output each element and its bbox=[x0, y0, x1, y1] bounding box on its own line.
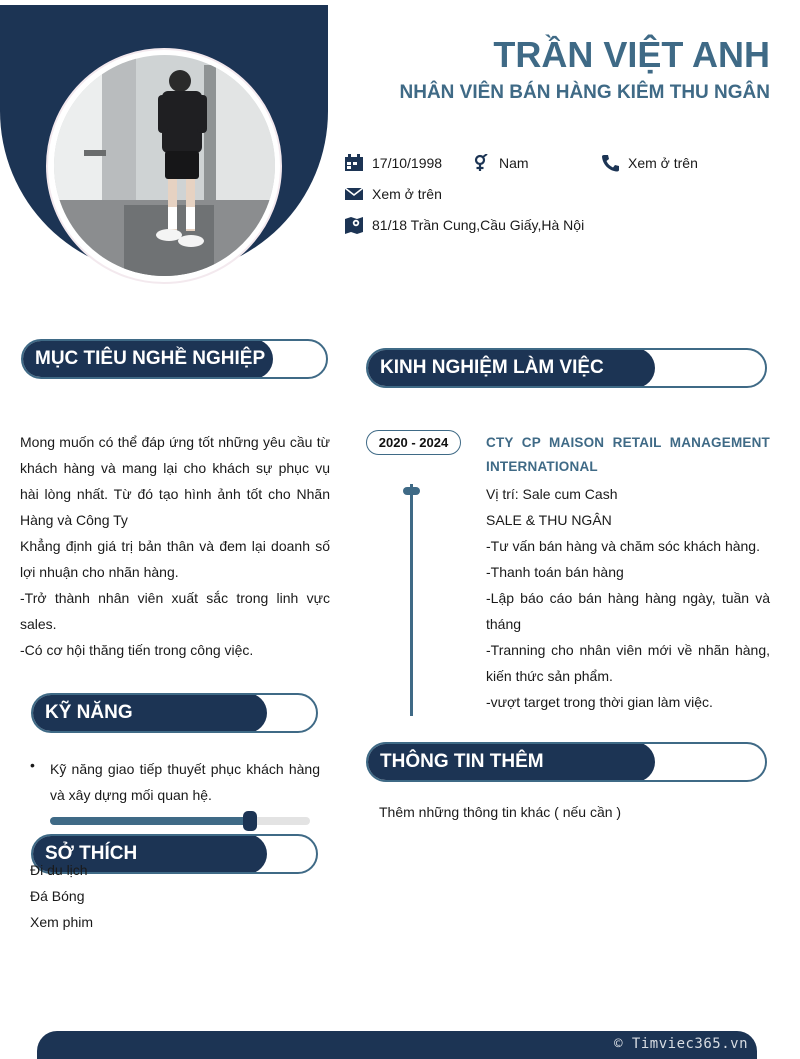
skill-level-bar bbox=[50, 817, 310, 825]
job-period-badge: 2020 - 2024 bbox=[366, 430, 461, 455]
objective-heading: MỤC TIÊU NGHỀ NGHIỆP bbox=[21, 339, 273, 379]
birthday-value: 17/10/1998 bbox=[372, 155, 443, 171]
birthday-info bbox=[343, 153, 442, 173]
job-detail-line: -vượt target trong thời gian làm việc. bbox=[486, 694, 713, 710]
experience-heading-pill bbox=[366, 348, 767, 388]
email-value: Xem ở trên bbox=[372, 186, 442, 202]
job-title: NHÂN VIÊN BÁN HÀNG KIÊM THU NGÂN bbox=[399, 82, 770, 103]
objective-text bbox=[20, 429, 330, 663]
gender-icon bbox=[470, 153, 492, 173]
skill-name: Kỹ năng giao tiếp thuyết phục khách hàng và xây dựng mối quan hệ. bbox=[50, 761, 320, 803]
additional-text: Thêm những thông tin khác ( nếu cần ) bbox=[379, 804, 622, 820]
job-detail-line: -Tư vấn bán hàng và chăm sóc khách hàng. bbox=[486, 538, 760, 554]
job-detail-line: -Thanh toán bán hàng bbox=[486, 564, 624, 580]
skill-level-knob bbox=[243, 811, 257, 831]
email-info bbox=[343, 184, 442, 204]
avatar bbox=[54, 55, 275, 276]
gender-info bbox=[470, 153, 529, 173]
hobby-item: Xem phim bbox=[30, 914, 94, 930]
objective-line: -Trở thành nhân viên xuất sắc trong linh vực sales. bbox=[20, 590, 330, 632]
objective-line: Mong muốn có thể đáp ứng tốt những yêu cầu từ khách hàng và mang lại cho khách sự phục vụ hài lòng nhất. Từ đó tạo hình ảnh tốt cho Nhãn Hàng và Công Ty bbox=[20, 434, 330, 528]
job-detail-line: SALE & THU NGÂN bbox=[486, 512, 612, 528]
job-detail-line: -Lập báo cáo bán hàng hàng ngày, tuần và tháng bbox=[486, 590, 770, 632]
address-value: 81/18 Trần Cung,Cầu Giấy,Hà Nội bbox=[372, 217, 585, 233]
phone-info bbox=[599, 153, 698, 173]
candidate-name: TRẦN VIỆT ANH bbox=[493, 34, 770, 75]
skills-heading-pill bbox=[31, 693, 318, 733]
skill-level-fill bbox=[50, 817, 250, 825]
job-detail-line: Vị trí: Sale cum Cash bbox=[486, 486, 618, 502]
phone-icon bbox=[599, 153, 621, 173]
map-icon bbox=[343, 215, 365, 235]
address-info bbox=[343, 215, 584, 235]
objective-line: -Có cơ hội thăng tiến trong công việc. bbox=[20, 642, 254, 658]
timeline-line bbox=[410, 484, 413, 716]
calendar-icon bbox=[343, 153, 365, 173]
experience-heading: KINH NGHIỆM LÀM VIỆC bbox=[366, 348, 655, 388]
skills-heading: KỸ NĂNG bbox=[31, 693, 267, 733]
gender-value: Nam bbox=[499, 155, 529, 171]
objective-heading-pill bbox=[21, 339, 328, 379]
watermark: © Timviec365.vn bbox=[614, 1036, 748, 1052]
objective-line: Khẳng định giá trị bản thân và đem lại doanh số lợi nhuận cho nhãn hàng. bbox=[20, 538, 330, 580]
timeline-dot bbox=[403, 487, 420, 495]
job-detail-line: -Tranning cho nhân viên mới về nhãn hàng, kiến thức sản phẩm. bbox=[486, 642, 770, 684]
job-details bbox=[486, 481, 770, 715]
phone-value: Xem ở trên bbox=[628, 155, 698, 171]
additional-heading-pill bbox=[366, 742, 767, 782]
envelope-icon bbox=[343, 184, 365, 204]
hobbies-heading: SỞ THÍCH bbox=[31, 834, 267, 874]
hobby-item: Đi du lịch bbox=[30, 862, 88, 878]
company-name: CTY CP MAISON RETAIL MANAGEMENT INTERNATIONAL bbox=[486, 435, 770, 474]
hobby-item: Đá Bóng bbox=[30, 888, 85, 904]
additional-heading: THÔNG TIN THÊM bbox=[366, 742, 655, 782]
skill-bullet: • bbox=[30, 757, 35, 773]
